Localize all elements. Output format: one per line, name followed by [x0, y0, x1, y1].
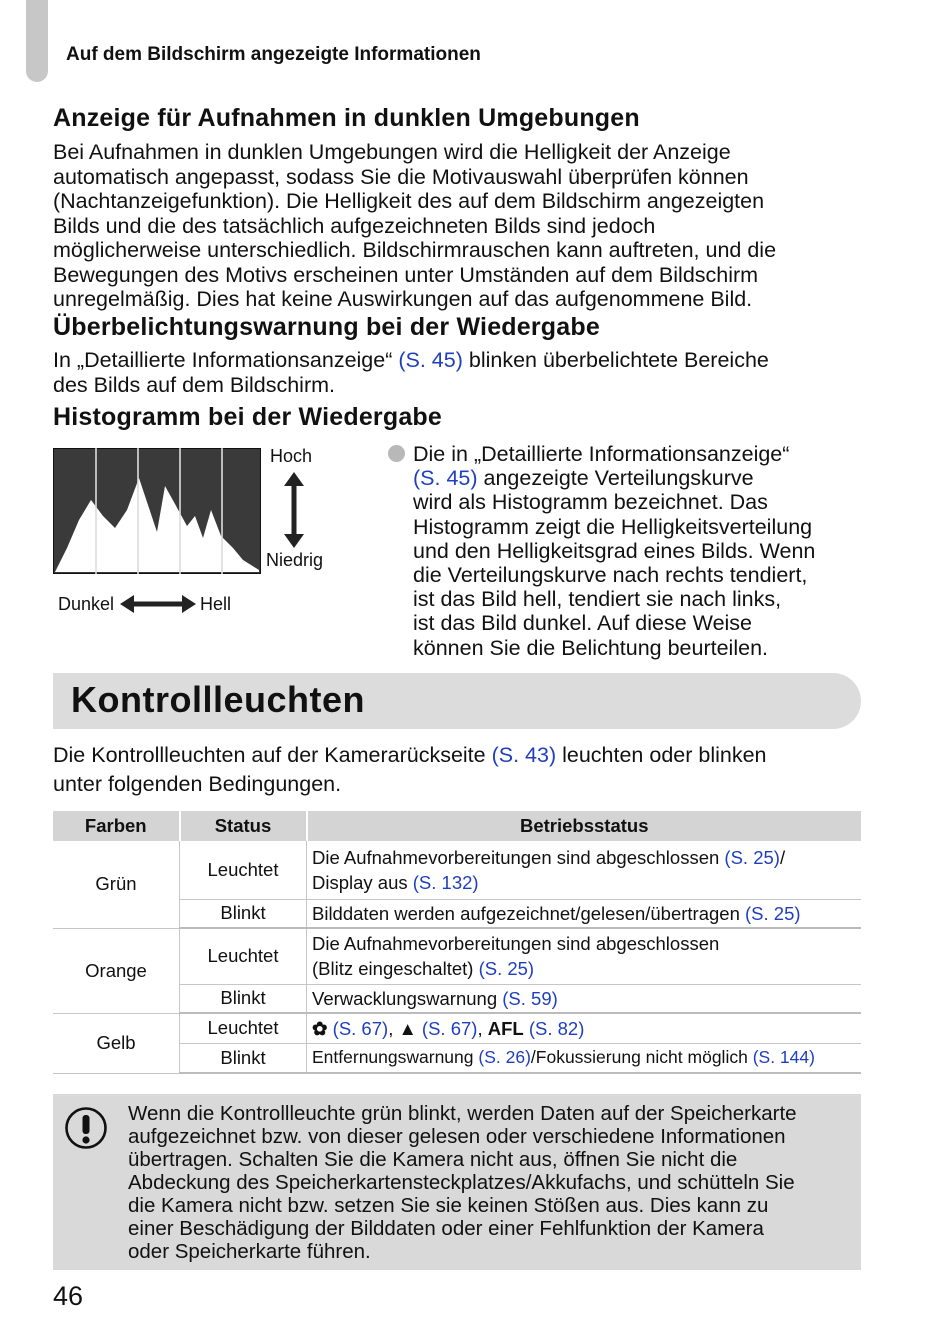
header-status: Status — [180, 811, 307, 841]
histogram-description: Die in „Detaillierte Informationsanzeige“ (S. 45) angezeigte Verteilungskurve wird als Histogramm bezeichnet. Das Histogramm zeigt die Helligkeitsverteilung und den Helligkeitsgrad eines Bilds. Wenn die Verteilungskurve nach rechts tendiert, ist das Bild hell, tendiert sie nach links, ist das Bild dunkel. Auf diese Weise können Sie die Belichtung beurteilen. — [413, 442, 816, 660]
section-title: Kontrollleuchten — [71, 679, 365, 720]
indicator-table — [53, 811, 861, 1074]
running-header: Auf dem Bildschirm angezeigte Informationen — [66, 44, 481, 65]
header-operation: Betriebsstatus — [307, 811, 862, 841]
page-link[interactable]: (S. 45) — [398, 348, 463, 372]
color-cell: Gelb — [53, 1013, 180, 1073]
page-link[interactable]: (S. 25) — [478, 958, 535, 980]
table-row — [53, 841, 861, 899]
status-cell: Blinkt — [180, 899, 307, 928]
histogram-label-low: Niedrig — [266, 550, 324, 570]
operation-cell: ✿ (S. 67), ▲ (S. 67), AFL (S. 82) — [307, 1013, 862, 1043]
page-link[interactable]: (S. 43) — [491, 743, 557, 767]
histogram-label-high: Hoch — [270, 446, 313, 466]
status-cell: Leuchtet — [180, 928, 307, 984]
operation-cell: Verwacklungswarnung (S. 59) — [307, 984, 862, 1013]
color-cell: Grün — [53, 841, 180, 928]
page-link[interactable]: (S. 59) — [502, 987, 558, 1009]
infinity-mountain-icon: ▲ — [398, 1017, 417, 1039]
heading-overexposure: Überbelichtungswarnung bei der Wiedergabe — [53, 313, 600, 341]
caution-text: Wenn die Kontrollleuchte grün blinkt, werden Daten auf der Speicherkarte aufgezeichnet bzw. von dieser gelesen oder verschiedene Informationen übertragen. Schalten Sie die Kamera nicht aus, öffnen Sie nicht die Abdeckung des Speicherkartensteckplatzes/Akkufachs, und schütteln Sie die Kamera nicht bzw. setzen Sie sie keinen Stößen aus. Dies kann zu einer Beschädigung der Bilddaten oder einer Fehlfunktion der Kamera oder Speicherkarte führen. — [128, 1102, 797, 1263]
color-cell: Orange — [53, 928, 180, 1013]
status-cell: Blinkt — [180, 984, 307, 1013]
operation-cell: Die Aufnahmevorbereitungen sind abgeschlossen (Blitz eingeschaltet) (S. 25) — [307, 928, 862, 984]
af-lock-icon: AFL — [487, 1017, 524, 1039]
heading-dark-environments: Anzeige für Aufnahmen in dunklen Umgebungen — [53, 104, 640, 132]
header-colors: Farben — [53, 811, 180, 841]
horizontal-arrow-icon — [120, 594, 196, 614]
page-link[interactable]: (S. 67) — [421, 1017, 478, 1039]
macro-icon: ✿ — [312, 1017, 328, 1039]
page-link[interactable]: (S. 132) — [412, 871, 479, 893]
bullet-icon — [388, 445, 405, 462]
indicator-intro: Die Kontrollleuchten auf der Kamerarückseite (S. 43) leuchten oder blinken unter folgenden Bedingungen. — [53, 743, 767, 796]
page-link[interactable]: (S. 26) — [478, 1047, 531, 1068]
paragraph-overexposure: In „Detaillierte Informationsanzeige“ (S. 45) blinken überbelichtete Bereiche des Bilds auf dem Bildschirm. — [53, 348, 769, 397]
operation-cell: Die Aufnahmevorbereitungen sind abgeschlossen (S. 25)/ Display aus (S. 132) — [307, 841, 862, 899]
caution-icon — [64, 1106, 108, 1150]
status-cell: Leuchtet — [180, 841, 307, 899]
table-row — [53, 1013, 861, 1043]
page-link[interactable]: (S. 25) — [745, 902, 801, 924]
page-link[interactable]: (S. 45) — [413, 466, 478, 491]
paragraph-dark-environments: Bei Aufnahmen in dunklen Umgebungen wird die Helligkeit der Anzeige automatisch angepasst, sodass Sie die Motivauswahl überprüfen können (Nachtanzeigefunktion). Die Helligkeit des auf dem Bildschirm angezeigten Bilds und die des tatsächlich aufgezeichneten Bilds sind jedoch möglicherweise unterschiedlich. Bildschirmrauschen kann auftreten, und die Bewegungen des Motivs erscheinen unter Umständen auf dem Bildschirm unregelmäßig. Dies hat keine Auswirkungen auf das aufgenommene Bild. — [53, 140, 777, 311]
status-cell: Leuchtet — [180, 1013, 307, 1043]
operation-cell: Entfernungswarnung (S. 26)/Fokussierung nicht möglich (S. 144) — [307, 1043, 862, 1073]
page-link[interactable]: (S. 82) — [528, 1017, 585, 1039]
table-header-row — [53, 811, 861, 841]
page-number: 46 — [53, 1281, 84, 1311]
page-link[interactable]: (S. 144) — [752, 1047, 815, 1068]
histogram-label-bright: Hell — [200, 594, 232, 614]
operation-cell: Bilddaten werden aufgezeichnet/gelesen/übertragen (S. 25) — [307, 899, 862, 928]
heading-histogram: Histogramm bei der Wiedergabe — [53, 403, 443, 431]
status-cell: Blinkt — [180, 1043, 307, 1073]
histogram-label-dark: Dunkel — [58, 594, 115, 614]
table-row — [53, 928, 861, 984]
histogram-illustration — [53, 448, 261, 574]
vertical-arrow-icon — [282, 472, 306, 548]
page-link[interactable]: (S. 25) — [724, 846, 780, 868]
chapter-tab — [26, 0, 48, 82]
page-link[interactable]: (S. 67) — [332, 1017, 389, 1039]
